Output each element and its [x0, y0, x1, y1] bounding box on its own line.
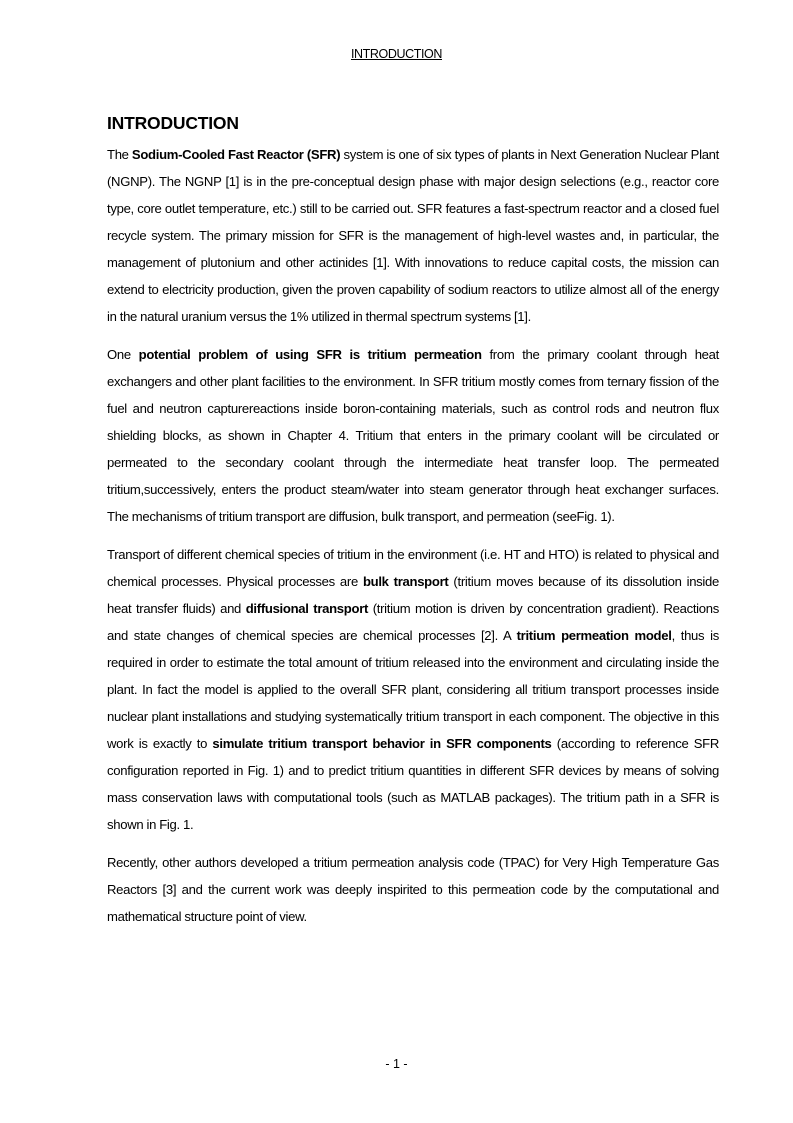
- main-content: [107, 113, 719, 941]
- text-run: Transport of different chemical species of tritium in the environment (i.e. HT and HTO) is related to physical and chemical processes. Physical processes are: [107, 547, 719, 589]
- paragraph-transport-processes: [107, 541, 719, 838]
- text-run: system is one of six types of plants in Next Generation Nuclear Plant (NGNP). The NGNP [1] is in the pre-conceptual design phase with major design selections (e.g., reactor core type, core outlet temperature, etc.) still to be carried out. SFR features a fast-spectrum reactor and a closed fuel recycle system. The primary mission for SFR is the management of high-level wastes and, in particular, the management of plutonium and other actinides [1]. With innovations to reduce capital costs, the mission can extend to electricity production, given the proven capability of sodium reactors to utilize almost all of the energy in the natural uranium versus the 1% utilized in thermal spectrum systems [1].: [107, 147, 719, 324]
- text-run: Recently, other authors developed a tritium permeation analysis code (TPAC) for Very High Temperature Gas Reactors [3] and the current work was deeply inspirited to this permeation code by the computational and mathematical structure point of view.: [107, 855, 719, 924]
- bold-term-sfr: Sodium-Cooled Fast Reactor (SFR): [131, 147, 341, 162]
- text-run: The: [107, 147, 132, 162]
- section-title: INTRODUCTION: [107, 113, 239, 133]
- text-run: from the primary coolant through heat exchangers and other plant facilities to the environment. In SFR tritium mostly comes from ternary fission of the fuel and neutron capturereactions inside boron-containing materials, such as control rods and neutron flux shielding blocks, as shown in Chapter 4. Tritium that enters in the primary coolant will be circulated or permeated to the secondary coolant through the intermediate heat transfer loop. The permeated tritium,successively, enters the product steam/water into steam generator through heat exchanger surfaces. The mechanisms of tritium transport are diffusion, bulk transport, and permeation (seeFig. 1).: [107, 347, 719, 524]
- text-run: , thus is required in order to estimate the total amount of tritium released into the environment and circulating inside the plant. In fact the model is applied to the overall SFR plant, considering all tritium transport processes inside nuclear plant installations and studying systematically tritium transport in each component. The objective in this work is exactly to: [107, 628, 719, 751]
- text-run: (tritium motion is driven by concentration gradient). Reactions and state changes of chemical species are chemical processes [2]. A: [107, 601, 719, 643]
- bold-term-diffusional-transport: diffusional transport: [245, 601, 369, 616]
- bold-term-simulate-transport: simulate tritium transport behavior in SFR components: [212, 736, 552, 751]
- bold-term-permeation-model: tritium permeation model: [516, 628, 672, 643]
- page-number: - 1 -: [385, 1057, 408, 1071]
- text-run: (tritium moves because of its dissolution inside heat transfer fluids) and: [107, 574, 719, 616]
- paragraph-sfr-overview: [107, 141, 719, 330]
- paragraph-tritium-problem: [107, 341, 719, 530]
- running-header: INTRODUCTION: [350, 47, 443, 61]
- paragraph-tpac: [107, 849, 719, 930]
- bold-term-permeation-problem: potential problem of using SFR is tritium permeation: [138, 347, 482, 362]
- text-run: (according to reference SFR configuration reported in Fig. 1) and to predict tritium quantities in different SFR devices by means of solving mass conservation laws with computational tools (such as MATLAB packages). The tritium path in a SFR is shown in Fig. 1.: [107, 736, 719, 832]
- bold-term-bulk-transport: bulk transport: [362, 574, 449, 589]
- text-run: One: [107, 347, 139, 362]
